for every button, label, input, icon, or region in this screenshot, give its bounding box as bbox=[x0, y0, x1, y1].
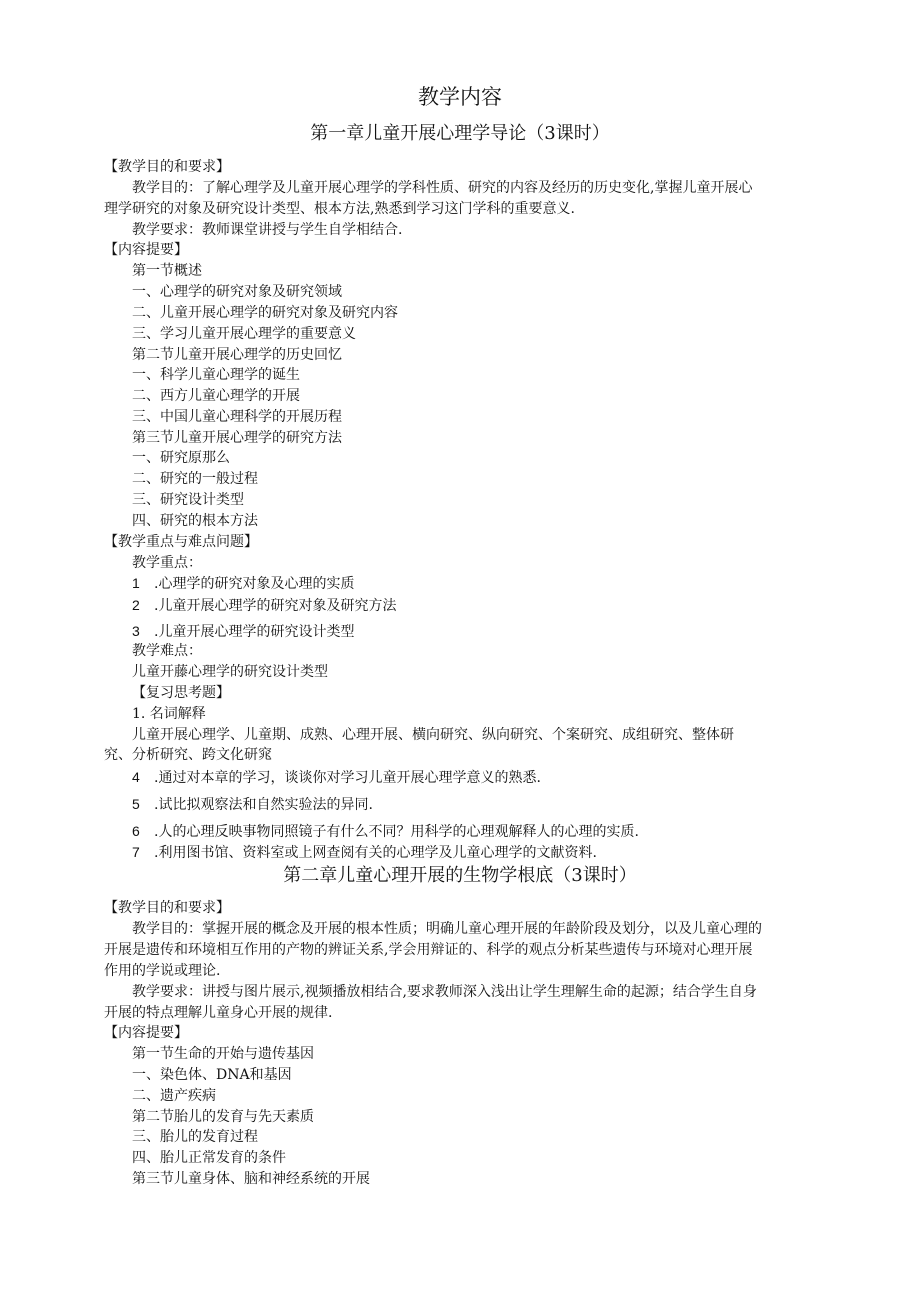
ch1-outline-item: 二、儿童开展心理学的研究对象及研究内容 bbox=[132, 305, 398, 321]
ch2-goal-2-cont: 开展的特点理解儿童身心开展的规律. bbox=[104, 1005, 333, 1021]
ch1-outline-item: 第二节儿童开展心理学的历史回忆 bbox=[132, 347, 342, 363]
ch2-outline-item: 三、胎儿的发育过程 bbox=[132, 1129, 258, 1145]
ch2-goal-1-cont: 作用的学说或理论. bbox=[104, 963, 221, 979]
ch1-outline-item: 一、心理学的研究对象及研究领域 bbox=[132, 284, 342, 300]
ch2-goal-1-cont: 开展是遗传和环境相互作用的产物的辨证关系,学会用辩证的、科学的观点分析某些遗传与环境对心理开展 bbox=[104, 942, 753, 958]
chapter-1-heading: 第一章儿童开展心理学导论（3课时） bbox=[310, 123, 610, 144]
ch1-focus-item: 2 .儿童开展心理学的研究对象及研究方法 bbox=[132, 597, 397, 614]
ch1-outline-label: 【内容提要】 bbox=[104, 242, 188, 258]
ch1-outline-item: 一、科学儿童心理学的诞生 bbox=[132, 367, 300, 383]
ch1-outline-item: 三、中国儿童心理科学的开展历程 bbox=[132, 409, 342, 425]
ch1-focus-head: 教学重点： bbox=[132, 555, 202, 571]
ch2-outline-item: 一、染色体、DNA和基因 bbox=[132, 1067, 292, 1083]
ch1-outline-item: 三、研究设计类型 bbox=[132, 492, 244, 508]
ch1-focus-item: 3 .儿童开展心理学的研究设计类型 bbox=[132, 623, 355, 640]
ch1-outline-item: 第一节概述 bbox=[132, 263, 202, 279]
ch1-outline-item: 二、西方儿童心理学的开展 bbox=[132, 388, 300, 404]
ch2-goal-2: 教学要求：讲授与图片展示,视频播放相结合,要求教师深入浅出让学生理解生命的起源；结合学生自身 bbox=[132, 984, 757, 1000]
ch1-outline-item: 一、研究原那么 bbox=[132, 450, 230, 466]
ch2-outline-item: 第三节儿童身体、脑和神经系统的开展 bbox=[132, 1171, 370, 1187]
ch1-review-1: 1. 名词解释 bbox=[132, 706, 206, 722]
ch2-outline-label: 【内容提要】 bbox=[104, 1025, 188, 1041]
ch1-outline-item: 四、研究的根本方法 bbox=[132, 513, 258, 529]
ch1-review-item: 6 .人的心理反映事物同照镜子有什么不同？用科学的心理观解释人的心理的实质. bbox=[132, 823, 639, 840]
ch1-goal-2: 教学要求：教师课堂讲授与学生自学相结合. bbox=[132, 222, 403, 238]
ch1-review-terms: 儿童开展心理学、儿童期、成熟、心理开展、横向研究、纵向研究、个案研究、成组研究、整体研 bbox=[132, 727, 734, 743]
ch2-goal-1: 教学目的：掌握开展的概念及开展的根本性质；明确儿童心理开展的年龄阶段及划分，以及儿童心理的 bbox=[132, 921, 762, 937]
ch1-outline-item: 三、学习儿童开展心理学的重要意义 bbox=[132, 326, 356, 342]
ch2-goals-label: 【教学目的和要求】 bbox=[104, 900, 230, 916]
ch1-review-label: 【复习思考题】 bbox=[132, 685, 230, 701]
page-title: 教学内容 bbox=[418, 85, 502, 109]
ch1-review-item: 5 .试比拟观察法和自然实验法的异同. bbox=[132, 796, 373, 813]
ch2-outline-item: 第二节胎儿的发育与先天素质 bbox=[132, 1109, 314, 1125]
ch1-outline-item: 第三节儿童开展心理学的研究方法 bbox=[132, 430, 342, 446]
ch1-difficulty-head: 教学难点： bbox=[132, 643, 202, 659]
ch1-goal-1: 教学目的：了解心理学及儿童开展心理学的学科性质、研究的内容及经历的历史变化,掌握儿童开展心 bbox=[132, 180, 753, 196]
ch1-goals-label: 【教学目的和要求】 bbox=[104, 159, 230, 175]
ch1-goal-1-cont: 理学研究的对象及研究设计类型、根本方法,熟悉到学习这门学科的重要意义. bbox=[104, 201, 575, 217]
ch1-focus-item: 1 .心理学的研究对象及心理的实质 bbox=[132, 575, 355, 592]
ch1-review-terms-cont: 究、分析研究、跨文化研窕 bbox=[104, 747, 272, 763]
ch2-outline-item: 四、胎儿正常发育的条件 bbox=[132, 1150, 286, 1166]
chapter-2-heading: 第二章儿童心理开展的生物学根底（3课时） bbox=[283, 865, 637, 886]
ch1-review-item: 4 .通过对本章的学习，谈谈你对学习儿童开展心理学意义的熟悉. bbox=[132, 769, 541, 786]
ch2-outline-item: 二、遗产疾病 bbox=[132, 1088, 216, 1104]
ch1-difficulty-text: 儿童开藤心理学的研究设计类型 bbox=[132, 664, 328, 680]
ch2-outline-item: 第一节生命的开始与遗传基因 bbox=[132, 1046, 314, 1062]
ch1-focus-label: 【教学重点与难点问题】 bbox=[104, 534, 258, 550]
ch1-review-item: 7 .利用图书馆、资料室或上网查阅有关的心理学及儿童心理学的文献资料. bbox=[132, 844, 597, 861]
ch1-outline-item: 二、研究的一般过程 bbox=[132, 471, 258, 487]
